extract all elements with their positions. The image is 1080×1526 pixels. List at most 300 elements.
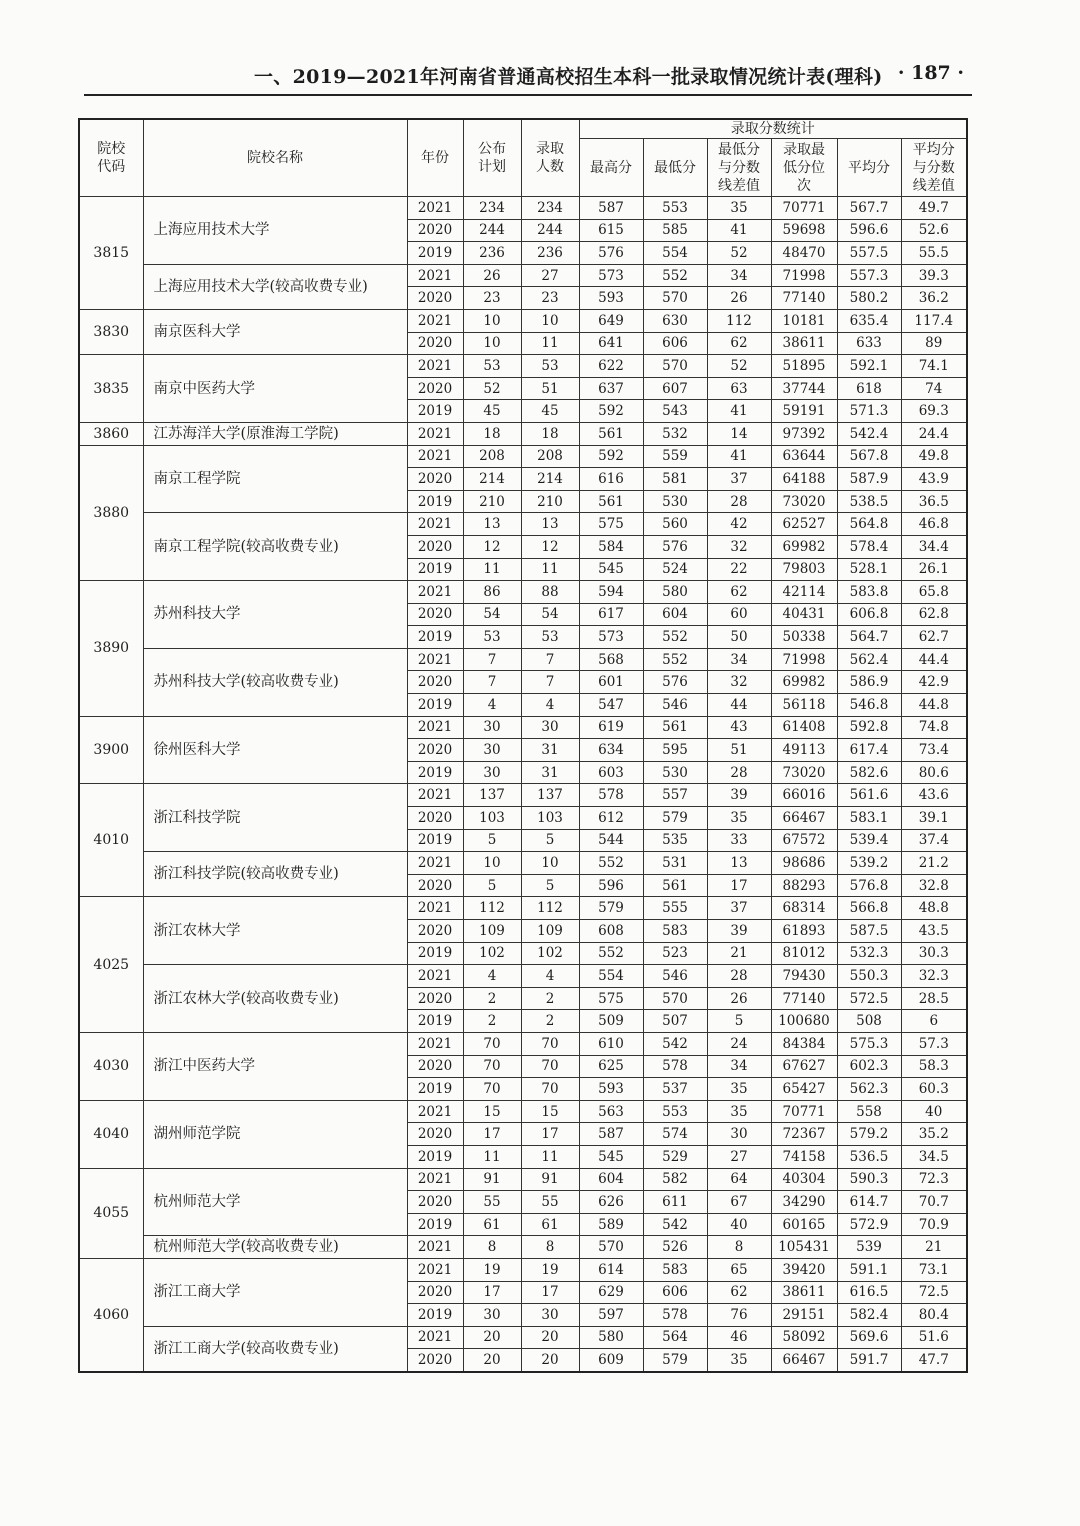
header-min-rank: 录取最低分位次 [771,139,837,197]
cell-min-rank: 88293 [771,874,837,897]
cell-min-rank: 48470 [771,242,837,265]
cell-min-diff: 30 [707,1123,771,1146]
cell-avg-diff: 35.2 [901,1123,967,1146]
cell-min-diff: 13 [707,852,771,875]
cell-max: 593 [579,1078,643,1101]
cell-admitted: 19 [521,1258,579,1281]
cell-min-diff: 8 [707,1236,771,1259]
table-row [79,784,967,807]
cell-min: 507 [643,1010,707,1033]
cell-min-diff: 50 [707,626,771,649]
cell-avg: 587.5 [837,920,901,943]
table-row [79,1326,967,1349]
cell-plan: 19 [463,1258,521,1281]
cell-school-code: 4010 [79,784,143,897]
cell-plan: 4 [463,694,521,717]
header-max: 最高分 [579,139,643,197]
cell-plan: 17 [463,1123,521,1146]
cell-min: 561 [643,874,707,897]
cell-admitted: 30 [521,716,579,739]
cell-avg-diff: 73.1 [901,1258,967,1281]
cell-min-rank: 73020 [771,761,837,784]
cell-avg-diff: 62.8 [901,603,967,626]
cell-avg-diff: 32.3 [901,965,967,988]
cell-avg-diff: 44.8 [901,694,967,717]
cell-avg: 583.8 [837,581,901,604]
cell-year: 2021 [407,852,463,875]
cell-min-rank: 79803 [771,558,837,581]
cell-min-diff: 35 [707,1078,771,1101]
cell-school-code: 3880 [79,445,143,581]
cell-school-code: 4055 [79,1168,143,1258]
cell-avg-diff: 39.1 [901,807,967,830]
header-plan: 公布计划 [463,119,521,197]
cell-max: 592 [579,400,643,423]
header-min-diff: 最低分与分数线差值 [707,139,771,197]
cell-max: 589 [579,1213,643,1236]
cell-max: 563 [579,1100,643,1123]
cell-school-code: 3815 [79,197,143,310]
cell-plan: 52 [463,377,521,400]
cell-avg-diff: 89 [901,332,967,355]
cell-avg: 550.3 [837,965,901,988]
header-avg-diff: 平均分与分数线差值 [901,139,967,197]
cell-avg-diff: 70.9 [901,1213,967,1236]
cell-avg: 614.7 [837,1191,901,1214]
cell-avg: 586.9 [837,671,901,694]
cell-avg: 572.9 [837,1213,901,1236]
cell-admitted: 13 [521,513,579,536]
cell-school-code: 4030 [79,1032,143,1100]
cell-year: 2019 [407,1145,463,1168]
cell-min: 606 [643,1281,707,1304]
cell-year: 2019 [407,829,463,852]
cell-plan: 2 [463,987,521,1010]
cell-avg-diff: 36.2 [901,287,967,310]
cell-min-rank: 61893 [771,920,837,943]
cell-avg-diff: 43.9 [901,468,967,491]
cell-min-diff: 39 [707,920,771,943]
cell-min-rank: 100680 [771,1010,837,1033]
cell-plan: 23 [463,287,521,310]
cell-avg: 606.8 [837,603,901,626]
cell-school-name: 南京工程学院 [143,445,407,513]
cell-year: 2019 [407,1213,463,1236]
cell-min-diff: 62 [707,581,771,604]
cell-min-rank: 65427 [771,1078,837,1101]
cell-admitted: 70 [521,1055,579,1078]
cell-admitted: 214 [521,468,579,491]
cell-admitted: 15 [521,1100,579,1123]
cell-avg: 572.5 [837,987,901,1010]
cell-avg-diff: 6 [901,1010,967,1033]
cell-min-diff: 22 [707,558,771,581]
cell-avg-diff: 48.8 [901,897,967,920]
cell-admitted: 53 [521,355,579,378]
cell-year: 2021 [407,355,463,378]
cell-min: 570 [643,287,707,310]
cell-avg-diff: 40 [901,1100,967,1123]
cell-year: 2020 [407,1191,463,1214]
cell-max: 629 [579,1281,643,1304]
header-code: 院校代码 [79,119,143,197]
cell-year: 2019 [407,1010,463,1033]
cell-plan: 30 [463,761,521,784]
cell-min: 546 [643,694,707,717]
cell-min: 554 [643,242,707,265]
cell-school-name: 浙江农林大学(较高收费专业) [143,965,407,1033]
cell-avg: 590.3 [837,1168,901,1191]
cell-min: 523 [643,942,707,965]
cell-max: 554 [579,965,643,988]
cell-min-rank: 70771 [771,197,837,220]
cell-year: 2019 [407,490,463,513]
cell-min: 531 [643,852,707,875]
cell-avg-diff: 74.1 [901,355,967,378]
cell-min-rank: 66467 [771,807,837,830]
cell-avg: 569.6 [837,1326,901,1349]
cell-avg: 578.4 [837,535,901,558]
cell-min-diff: 42 [707,513,771,536]
cell-min-rank: 39420 [771,1258,837,1281]
cell-max: 604 [579,1168,643,1191]
cell-avg-diff: 55.5 [901,242,967,265]
cell-year: 2021 [407,716,463,739]
cell-year: 2020 [407,332,463,355]
cell-min-diff: 37 [707,468,771,491]
cell-min-diff: 28 [707,965,771,988]
cell-avg: 536.5 [837,1145,901,1168]
cell-year: 2019 [407,1078,463,1101]
cell-max: 610 [579,1032,643,1055]
cell-admitted: 4 [521,965,579,988]
cell-min-diff: 41 [707,445,771,468]
cell-avg-diff: 42.9 [901,671,967,694]
cell-max: 552 [579,942,643,965]
cell-min: 576 [643,671,707,694]
cell-min-rank: 40304 [771,1168,837,1191]
cell-avg-diff: 74 [901,377,967,400]
cell-avg: 542.4 [837,422,901,445]
cell-admitted: 51 [521,377,579,400]
cell-avg-diff: 46.8 [901,513,967,536]
cell-avg: 538.5 [837,490,901,513]
cell-year: 2021 [407,784,463,807]
cell-avg: 635.4 [837,309,901,332]
cell-avg-diff: 80.6 [901,761,967,784]
cell-avg: 539.4 [837,829,901,852]
cell-min-rank: 66467 [771,1349,837,1372]
cell-admitted: 5 [521,829,579,852]
cell-school-code: 3830 [79,309,143,354]
table-row [79,1100,967,1123]
cell-min-diff: 51 [707,739,771,762]
cell-year: 2019 [407,558,463,581]
cell-avg-diff: 32.8 [901,874,967,897]
cell-avg-diff: 80.4 [901,1304,967,1327]
cell-avg: 557.3 [837,264,901,287]
cell-min-rank: 38611 [771,332,837,355]
table-row [79,1258,967,1281]
cell-school-name: 湖州师范学院 [143,1100,407,1168]
cell-max: 622 [579,355,643,378]
cell-max: 575 [579,513,643,536]
cell-min: 559 [643,445,707,468]
cell-plan: 86 [463,581,521,604]
cell-plan: 17 [463,1281,521,1304]
cell-avg-diff: 52.6 [901,219,967,242]
cell-plan: 53 [463,355,521,378]
cell-admitted: 18 [521,422,579,445]
cell-max: 601 [579,671,643,694]
cell-min-diff: 62 [707,1281,771,1304]
cell-school-name: 浙江农林大学 [143,897,407,965]
cell-avg-diff: 65.8 [901,581,967,604]
cell-year: 2021 [407,264,463,287]
cell-max: 561 [579,422,643,445]
cell-min: 552 [643,648,707,671]
cell-min-diff: 34 [707,1055,771,1078]
cell-school-name: 苏州科技大学 [143,581,407,649]
cell-min: 595 [643,739,707,762]
cell-avg-diff: 70.7 [901,1191,967,1214]
cell-min-rank: 38611 [771,1281,837,1304]
cell-admitted: 137 [521,784,579,807]
cell-admitted: 70 [521,1078,579,1101]
cell-max: 641 [579,332,643,355]
cell-min: 580 [643,581,707,604]
cell-min-rank: 66016 [771,784,837,807]
cell-min-rank: 34290 [771,1191,837,1214]
cell-min: 606 [643,332,707,355]
cell-avg: 561.6 [837,784,901,807]
cell-plan: 10 [463,332,521,355]
cell-year: 2020 [407,1281,463,1304]
cell-year: 2021 [407,309,463,332]
cell-avg: 616.5 [837,1281,901,1304]
cell-min-rank: 69982 [771,535,837,558]
cell-avg-diff: 73.4 [901,739,967,762]
cell-year: 2020 [407,287,463,310]
cell-min-diff: 26 [707,287,771,310]
cell-avg: 566.8 [837,897,901,920]
cell-year: 2019 [407,400,463,423]
cell-avg: 592.1 [837,355,901,378]
cell-year: 2019 [407,242,463,265]
cell-min: 542 [643,1213,707,1236]
cell-avg: 562.3 [837,1078,901,1101]
cell-avg: 580.2 [837,287,901,310]
cell-year: 2019 [407,694,463,717]
cell-year: 2019 [407,761,463,784]
cell-min-rank: 77140 [771,287,837,310]
admission-stats-table [78,118,968,1373]
cell-avg-diff: 36.5 [901,490,967,513]
cell-min-rank: 40431 [771,603,837,626]
cell-avg-diff: 37.4 [901,829,967,852]
cell-plan: 11 [463,558,521,581]
cell-max: 592 [579,445,643,468]
cell-min-rank: 67572 [771,829,837,852]
cell-year: 2020 [407,987,463,1010]
cell-avg: 582.4 [837,1304,901,1327]
cell-min-rank: 63644 [771,445,837,468]
cell-avg: 582.6 [837,761,901,784]
cell-avg: 546.8 [837,694,901,717]
cell-school-name: 杭州师范大学 [143,1168,407,1236]
cell-min-rank: 42114 [771,581,837,604]
cell-admitted: 61 [521,1213,579,1236]
cell-admitted: 70 [521,1032,579,1055]
cell-year: 2020 [407,671,463,694]
cell-min: 583 [643,1258,707,1281]
table-row [79,581,967,604]
cell-min-diff: 35 [707,1100,771,1123]
cell-min-rank: 71998 [771,264,837,287]
cell-max: 561 [579,490,643,513]
cell-avg: 564.7 [837,626,901,649]
cell-min-rank: 67627 [771,1055,837,1078]
cell-min-diff: 35 [707,807,771,830]
cell-admitted: 31 [521,761,579,784]
cell-year: 2020 [407,739,463,762]
cell-min-diff: 62 [707,332,771,355]
table-row [79,648,967,671]
cell-avg-diff: 43.5 [901,920,967,943]
cell-year: 2020 [407,1349,463,1372]
cell-min-diff: 64 [707,1168,771,1191]
cell-max: 593 [579,287,643,310]
cell-min-diff: 5 [707,1010,771,1033]
cell-plan: 53 [463,626,521,649]
cell-plan: 20 [463,1326,521,1349]
cell-avg-diff: 34.4 [901,535,967,558]
cell-min-rank: 62527 [771,513,837,536]
cell-school-code: 4060 [79,1258,143,1371]
cell-admitted: 30 [521,1304,579,1327]
cell-admitted: 20 [521,1326,579,1349]
cell-school-code: 3835 [79,355,143,423]
cell-avg-diff: 28.5 [901,987,967,1010]
cell-plan: 55 [463,1191,521,1214]
cell-school-name: 浙江中医药大学 [143,1032,407,1100]
cell-year: 2020 [407,1123,463,1146]
cell-max: 552 [579,852,643,875]
cell-min-diff: 24 [707,1032,771,1055]
cell-avg-diff: 34.5 [901,1145,967,1168]
cell-max: 614 [579,1258,643,1281]
cell-year: 2021 [407,513,463,536]
cell-year: 2021 [407,965,463,988]
cell-max: 578 [579,784,643,807]
cell-min-rank: 58092 [771,1326,837,1349]
cell-min-diff: 35 [707,197,771,220]
cell-admitted: 10 [521,852,579,875]
cell-max: 649 [579,309,643,332]
cell-plan: 20 [463,1349,521,1372]
cell-max: 587 [579,197,643,220]
cell-min-diff: 17 [707,874,771,897]
page-number: · 187 · [897,62,964,84]
cell-min: 576 [643,535,707,558]
cell-admitted: 5 [521,874,579,897]
cell-min: 582 [643,1168,707,1191]
cell-plan: 2 [463,1010,521,1033]
cell-min-diff: 35 [707,1349,771,1372]
cell-min-diff: 41 [707,400,771,423]
cell-admitted: 109 [521,920,579,943]
cell-avg-diff: 49.7 [901,197,967,220]
cell-max: 573 [579,264,643,287]
cell-min-diff: 76 [707,1304,771,1327]
cell-plan: 103 [463,807,521,830]
cell-max: 547 [579,694,643,717]
cell-admitted: 112 [521,897,579,920]
cell-min: 564 [643,1326,707,1349]
cell-year: 2021 [407,1326,463,1349]
cell-year: 2021 [407,581,463,604]
cell-plan: 61 [463,1213,521,1236]
cell-year: 2020 [407,535,463,558]
cell-avg: 618 [837,377,901,400]
cell-max: 544 [579,829,643,852]
cell-school-code: 3900 [79,716,143,784]
cell-plan: 7 [463,671,521,694]
cell-avg: 508 [837,1010,901,1033]
cell-max: 576 [579,242,643,265]
cell-admitted: 45 [521,400,579,423]
cell-avg-diff: 58.3 [901,1055,967,1078]
cell-max: 626 [579,1191,643,1214]
cell-avg-diff: 57.3 [901,1032,967,1055]
cell-admitted: 208 [521,445,579,468]
cell-min: 583 [643,920,707,943]
cell-school-code: 4025 [79,897,143,1033]
table-row [79,897,967,920]
table-row [79,445,967,468]
cell-min-rank: 29151 [771,1304,837,1327]
cell-avg: 591.1 [837,1258,901,1281]
cell-plan: 30 [463,739,521,762]
table-row [79,1236,967,1259]
cell-year: 2021 [407,445,463,468]
cell-avg-diff: 26.1 [901,558,967,581]
cell-avg: 592.8 [837,716,901,739]
table-row [79,309,967,332]
table-row [79,1032,967,1055]
cell-min: 557 [643,784,707,807]
cell-plan: 4 [463,965,521,988]
cell-min-diff: 44 [707,694,771,717]
cell-max: 637 [579,377,643,400]
cell-min-diff: 28 [707,490,771,513]
cell-admitted: 8 [521,1236,579,1259]
cell-min: 530 [643,490,707,513]
cell-min: 535 [643,829,707,852]
cell-avg: 539 [837,1236,901,1259]
cell-plan: 10 [463,852,521,875]
cell-avg: 564.8 [837,513,901,536]
cell-min-diff: 32 [707,535,771,558]
cell-year: 2021 [407,897,463,920]
header-avg: 平均分 [837,139,901,197]
cell-avg-diff: 39.3 [901,264,967,287]
table-body [79,197,967,1372]
cell-min: 578 [643,1304,707,1327]
header-stats-group: 录取分数统计 [579,119,967,139]
cell-admitted: 11 [521,332,579,355]
cell-min: 553 [643,1100,707,1123]
